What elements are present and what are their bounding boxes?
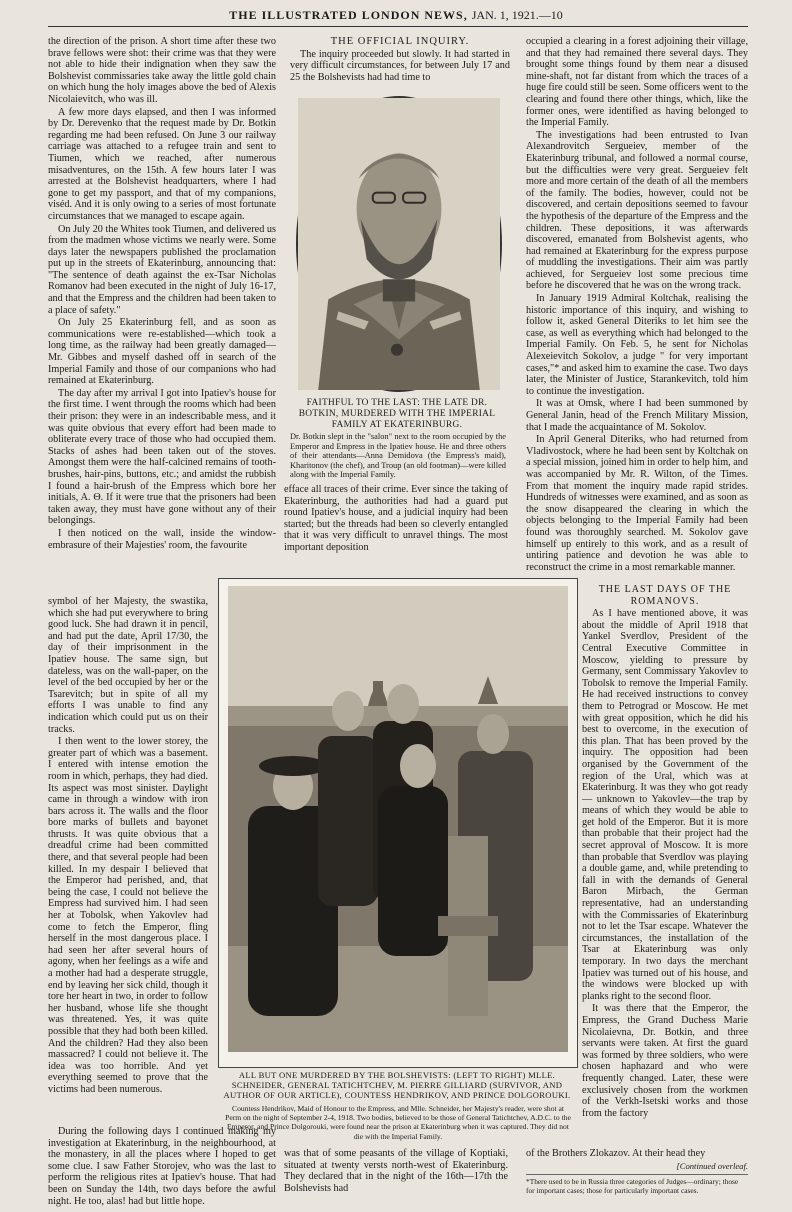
- group-photo: [228, 586, 568, 1052]
- column-1-narrow: [48, 596, 208, 1126]
- column-2-middle: [284, 484, 508, 574]
- paragraph: It was at Omsk, where I had been summoned by General Janin, head of the French Military Mission, that I made the acquaintance of M. Sokolov.: [526, 398, 748, 433]
- paragraph: I then noticed on the wall, inside the window-embrasure of their Majesties' room, the favourite: [48, 527, 276, 551]
- group-photo-caption-title: ALL BUT ONE MURDERED BY THE BOLSHEVISTS: (LEFT TO RIGHT) MLLE. SCHNEIDER, GENERAL TATICHTCHEV, M. PIERRE GILLIARD (SURVIVOR, AND AUTHOR OF OUR ARTICLE), COUNTESS HENDRIKOV, AND PRINCE DOLGOROUKI.: [223, 1070, 571, 1101]
- paragraph: symbol of her Majesty, the swastika, which she had put everywhere to bring good luck. She had drawn it in pencil, and had put the date, April 17/30, the day of their imprisonment in the Ipatiev house. The same sign, but dateless, was on the wall-paper, on the level of the bed occupied by her or the Tsarevitch; but in spite of all my efforts I was unable to find any indication which could put us on their tracks.: [48, 596, 208, 735]
- paragraph: was that of some peasants of the village of Koptiaki, situated at twenty versts north-west of Ekaterinburg. They declared that in the night of the 16th—17th the Bolshevists had: [284, 1148, 508, 1194]
- paragraph: As I have mentioned above, it was about the middle of April 1918 that Yankel Sverdlov, President of the Central Executive Committee in Moscow, yielding to pressure by Germany, sent Commissary Yakovlev to Tobolsk to remove the Imperial Family. He had received instructions to convey them to Petrograd or Moscow. He met with great opposition, which he did his best to overcome, in the execution of this plan. That has been proved by the inquiry. The opposition had been organised by the Government of the region of the Ural, which was at Ekaterinburg. It was they who got ready — unknown to Yakovlev—the trap by means of which they would be able to get hold of the Emperor. But it is more than probable that their project had the secret approval of Moscow. It is more than probable that Sverdlov was playing a double game, and, while pretending to fall in with the demands of General Baron Mirbach, the German representative, had an understanding with the Commissaries of Ekaterinburg not to let the Tsar escape. Whatever the circumstances, the installation of the Tsar at Ekaterinburg was only temporary. In two days the merchant Ipatiev was turned out of his house, and the windows were blocked up with planks right to the second floor.: [582, 608, 748, 1002]
- masthead: [0, 8, 792, 23]
- column-3-narrow: [582, 584, 748, 1144]
- portrait-image: [298, 98, 500, 390]
- section-heading-official-inquiry: THE OFFICIAL INQUIRY.: [330, 36, 470, 47]
- paragraph: of the Brothers Zlokazov. At their head they: [526, 1148, 706, 1159]
- column-3-top: [526, 36, 748, 596]
- column-2-top: [290, 36, 510, 96]
- section-heading-last-days: THE LAST DAYS OF THE ROMANOVS.: [598, 584, 732, 607]
- paragraph: occupied a clearing in a forest adjoining their village, and that they had remained there several days. They brought some things found by them near a disused mine-shaft, not far distant from which the traces of a huge fire could still be seen. Some officers went to the clearing and found there other things, which, like the former ones, were identified as having belonged to the Imperial Family.: [526, 36, 748, 129]
- portrait-caption-title: FAITHFUL TO THE LAST: THE LATE DR. BOTKIN, MURDERED WITH THE IMPERIAL FAMILY AT EKATERINBURG.: [298, 398, 496, 430]
- paragraph: On July 25 Ekaterinburg fell, and as soon as communications were re-established—which took a long time, as the railway had been greatly damaged—Mr. Gibbes and myself dashed off in search of the Imperial Family and those of our companions who had remained at Ekaterinburg.: [48, 317, 276, 387]
- paragraph: In January 1919 Admiral Koltchak, realising the historic importance of this inquiry, and wishing to follow it, asked General Diteriks to let him see the case, as well as everything which had belonged to the Imperial Family. On Feb. 5, he sent for Nicholas Alexeievitch Sokolov, a judge " for very important cases,"* and asked him to examine the case. Two days later, the Minister of Justice, Starankevitch, told him to continue the investigation.: [526, 293, 748, 397]
- group-photo-image: [228, 586, 568, 1052]
- group-photo-caption-body: Countess Hendrikov, Maid of Honour to the Empress, and Mlle. Schneider, her Majesty's reader, were shot at Perm on the night of September 2-4, 1918. Two bodies, believed to be those of General Tatichtchev, A.D.C. to the Emperor, and Prince Dolgorouki, were found near the prison at Ekaterinburg when it was captured. They did not die with the Imperial Family.: [225, 1104, 571, 1141]
- paragraph: On July 20 the Whites took Tiumen, and delivered us from the madmen whose victims we nearly were. Some days later the newspapers published the proclamation put up in the streets of Ekaterinburg, announcing that: "The sentence of death against the ex-Tsar Nicholas Romanov had been executed in the night of July 16-17, and that the Empress and the children had been taken to a place of safety.": [48, 223, 276, 316]
- portrait-caption-body: Dr. Botkin slept in the "salon" next to the room occupied by the Emperor and Empress in the Ipatiev house. He and three others of their attendants—Anna Demidova (the Empress's maid), Kharitonov (the chef), and Troup (an old footman)—were killed along with the Imperial Family.: [290, 432, 506, 480]
- paragraph: The day after my arrival I got into Ipatiev's house for the first time. I went through the rooms which had been their prison: they were in an indescribable mess, and it was quite obvious that every effort had been made to obliterate every trace of those who had occupied them. Stacks of ashes had been taken out of the stoves. Amongst them were the half-calcined remains of tooth-brushes, hair-pins, buttons, etc.; and amidst the rubbish I found a hair-brush of the Empress which bore her initials, A. Θ. If it were true that the prisoners had been taken away, they must have gone without any of their belongings.: [48, 387, 276, 527]
- continued-note: [Continued overleaf.: [676, 1160, 748, 1171]
- paragraph: The investigations had been entrusted to Ivan Alexandrovitch Sergueiev, member of the Ekaterinburg tribunal, and followed a normal course, but the difficulties were very great. Sergueiev felt more and more certain of the death of all the members of the family. The bodies, however, could not be discovered, and certain depositions seemed to favour the hypothesis of the departure of the Empress and the children. These depositions, it was afterwards discovered, emanated from Bolshevist agents, who had remained at Ekaterinburg for the express purpose of muddling the investigations. Their aim was partly achieved, for Sergueiev lost some precious time before he discovered that he was on the wrong track.: [526, 129, 748, 292]
- paragraph: The inquiry proceeded but slowly. It had started in very difficult circumstances, for between July 17 and 25 the Bolshevists had had time to: [290, 48, 510, 83]
- paragraph: During the following days I continued making my investigation at Ekaterinburg, in the neighbourhood, at the monastery, in all the places where I hoped to get some clue. I saw Father Storojev, who was the last to perform the religious rites at Ipatiev's house. That had been on Sunday the 14th, two days before the awful night. He too, alas! had but little hope.: [48, 1126, 276, 1207]
- portrait-dr-botkin: [296, 96, 502, 392]
- masthead-rule: [48, 26, 748, 27]
- paragraph: A few more days elapsed, and then I was informed by Dr. Derevenko that the request made by Dr. Botkin regarding me had been refused. On June 3 our railway carriage was attached to a refugee train and sent to Tiumen, which we reached, after numerous misadventures, on the 15th. A few hours later I was arrested at the Bolshevist headquarters, where I had gone to get my passport, and that of my companions, viséd. And it is only owing to a series of most fortunate circumstances that we managed to escape again.: [48, 106, 276, 222]
- column-2-bottom: [284, 1148, 508, 1208]
- paragraph: I then went to the lower storey, the greater part of which was a basement. I entered with intense emotion the room in which, perhaps, they had died. Its aspect was most sinister. Daylight came in through a window with iron bars across it. The walls and the floor bore marks of bullets and bayonet thrusts. It was quite obvious that a dreadful crime had been committed there, and that several people had been killed. In my despair I believed that the Emperor had perished, and, that being the case, I could not believe the Empress had survived him. I had seen her at Tobolsk, when Yakovlev had come to fetch the Emperor, fling herself in the most dangerous place. I had seen her after several hours of agony, when her feelings as a wife and a mother had had a desperate struggle, end by leaving her sick child, though it tore her heart in two, in order to follow her husband, whose life she thought was threatened. Yes, it was quite possible that they had both been killed. And the children? Had they also been massacred? I could not believe it. The idea was too horrible. And yet everything seemed to prove that the victims had been numerous.: [48, 736, 208, 1095]
- paragraph: efface all traces of their crime. Ever since the taking of Ekaterinburg, the authorities had had a guard put round Ipatiev's house, and a judicial inquiry had been started; but the threads had been so cleverly entangled that it was very difficult to unravel things. The most important deposition: [284, 484, 508, 553]
- footnote: *There used to be in Russia three categories of Judges—ordinary; those for important cases; those for particularly important cases.: [526, 1174, 748, 1195]
- paragraph: It was there that the Emperor, the Empress, the Grand Duchess Marie Nicolaievna, Dr. Botkin, and three servants were taken. At first the guard was formed by three soldiers, who were chosen haphazard and who were frequently changed. Later, these were exclusively chosen from the workmen of the Verkh-Isetski works and those from the factory: [582, 1003, 748, 1119]
- masthead-date: JAN. 1, 1921.—10: [471, 8, 563, 22]
- column-1-top: [48, 36, 276, 596]
- masthead-title: THE ILLUSTRATED LONDON NEWS,: [229, 8, 468, 22]
- paragraph: In April General Diteriks, who had returned from Vladivostock, where he had been sent by Koltchak on a special mission, joined him in order to help him, and was accompanied by Mr. R. Wilton, of the Times. From that moment the inquiry made rapid strides. Hundreds of witnesses were examined, and as soon as the snow disappeared the clearing in which the objects belonging to the Imperial Family had been found was thoroughly searched. M. Sokolov gave himself up entirely to this work, and as a result of untiring patience and devotion he was able to reconstruct the crime in a most remarkable manner.: [526, 434, 748, 573]
- paragraph: the direction of the prison. A short time after these two brave fellows were shot: their crime was that they were not able to hide their indignation when they saw the Bolshevist commissaries take away the little gold chain on which hung the holy images above the bed of Alexis Nicolaievitch, who was ill.: [48, 36, 276, 105]
